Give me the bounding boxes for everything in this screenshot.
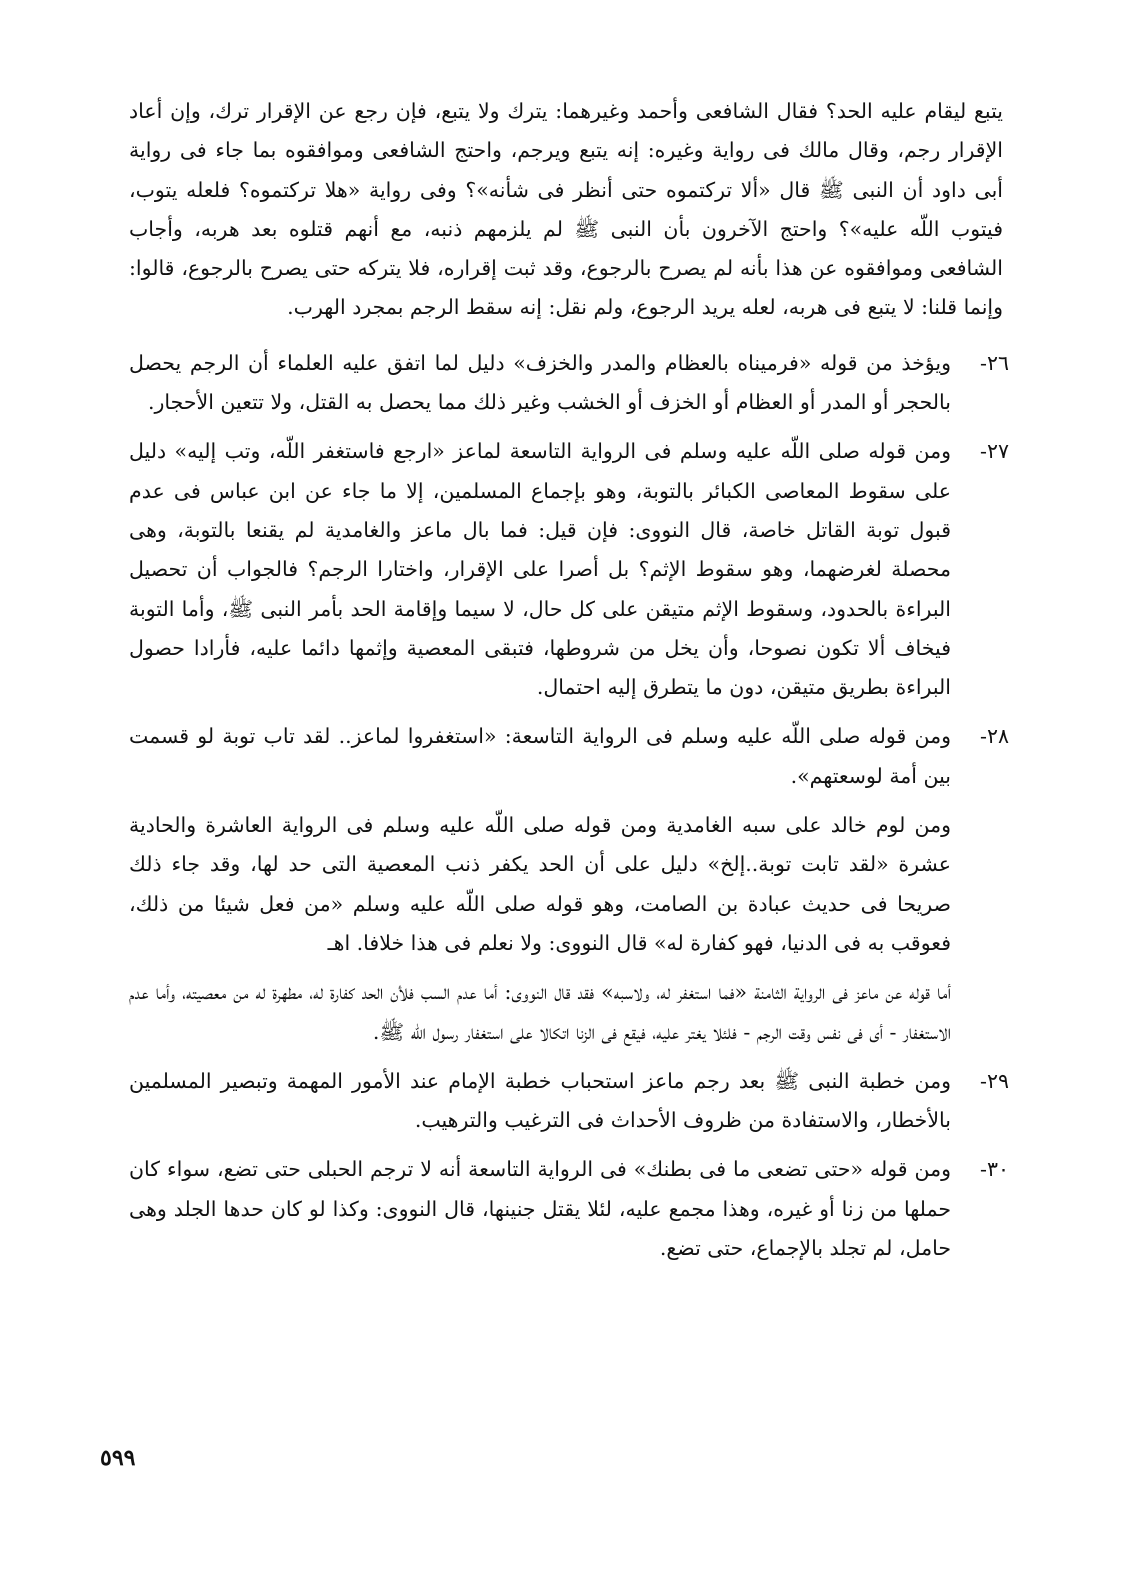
item-text: ومن قوله «حتى تضعى ما فى بطنك» فى الرواية التاسعة أنه لا ترجم الحبلى حتى تضع، سواء كان حملها من زنا أو غيره، وهذا مجمع عليه، لئلا يقتل جنينها، قال النووى: وكذا لو كان حدها الجلد وهى حامل، لم تجلد بالإجماع، حتى تضع. bbox=[129, 1157, 951, 1261]
item-number: ٣٠- bbox=[980, 1157, 1009, 1182]
numbered-item-30 bbox=[129, 1150, 1009, 1268]
indented-paragraph-expiation: ومن لوم خالد على سبه الغامدية ومن قوله صلى اللّه عليه وسلم فى الرواية العاشرة والحادية عشرة «لقد تابت توبة..إلخ» دليل على أن الحد يكفر ذنب المعصية التى حد لها، وقد جاء ذلك صريحا فى حديث عبادة بن الصامت، وهو قوله صلى اللّه عليه وسلم «من فعل شيئا من ذلك، فعوقب به فى الدنيا، فهو كفارة له» قال النووى: ولا نعلم فى هذا خلافا. اهـ bbox=[129, 813, 951, 955]
item-number: ٢٨- bbox=[980, 724, 1009, 749]
numbered-item-28 bbox=[129, 717, 1009, 796]
page-number: ٥٩٩ bbox=[100, 1445, 136, 1471]
item-number: ٢٦- bbox=[980, 350, 1009, 375]
page-body bbox=[129, 92, 1009, 1278]
numbered-item-27 bbox=[129, 432, 1009, 707]
item-number: ٢٩- bbox=[980, 1068, 1009, 1093]
item-text: ومن قوله صلى اللّه عليه وسلم فى الرواية التاسعة لماعز «ارجع فاستغفر اللّه، وتب إليه» دليل على سقوط المعاصى الكبائر بالتوبة، وهو بإجماع المسلمين، إلا ما جاء عن ابن عباس فى عدم قبول توبة القاتل خاصة، قال النووى: فإن قيل: فما بال ماعز والغامدية لم يقنعا بالتوبة، وهى محصلة لغرضهما، وهو سقوط الإثم؟ بل أصرا على الإقرار، واختارا الرجم؟ فالجواب أن تحصيل البراءة بالحدود، وسقوط الإثم متيقن على كل حال، لا سيما وإقامة الحد بأمر النبى ﷺ، وأما التوبة فيخاف ألا تكون نصوحا، وأن يخل من شروطها، فتبقى المعصية وإثمها دائما عليه، فأرادا حصول البراءة بطريق متيقن، دون ما يتطرق إليه احتمال. bbox=[129, 439, 951, 700]
item-text: ومن خطبة النبى ﷺ بعد رجم ماعز استحباب خطبة الإمام عند الأمور المهمة وتبصير المسلمين بالأخطار، والاستفادة من ظروف الأحداث فى الترغيب والترهيب. bbox=[129, 1068, 951, 1133]
item-text: ويؤخذ من قوله «فرميناه بالعظام والمدر والخزف» دليل لما اتفق عليه العلماء أن الرجم يحصل بالحجر أو المدر أو العظام أو الخزف أو الخشب وغير ذلك مما يحصل به القتل، ولا تتعين الأحجار. bbox=[129, 350, 951, 415]
numbered-item-29 bbox=[129, 1062, 1009, 1141]
indented-paragraph-maiz: أما قوله عن ماعز فى الرواية الثامنة «فما استغفر له، ولاسبه» فقد قال النووى: أما عدم السب فلأن الحد كفارة له، مطهرة له من معصيته، وأما عدم الاستغفار - أى فى نفس وقت الرجم - فلئلا يغتر عليه، فيقع فى الزنا اتكالا على استغفار رسول اللّه ﷺ. bbox=[129, 980, 951, 1044]
item-number: ٢٧- bbox=[980, 439, 1009, 464]
numbered-item-26 bbox=[129, 344, 1009, 423]
item-text: ومن قوله صلى اللّه عليه وسلم فى الرواية التاسعة: «استغفروا لماعز.. لقد تاب توبة لو قسمت بين أمة لوسعتهم». bbox=[129, 724, 951, 788]
continuation-paragraph: يتبع ليقام عليه الحد؟ فقال الشافعى وأحمد وغيرهما: يترك ولا يتبع، فإن رجع عن الإقرار ترك، وإن أعاد الإقرار رجم، وقال مالك فى رواية وغيره: إنه يتبع ويرجم، واحتج الشافعى وموافقوه بما جاء فى رواية أبى داود أن النبى ﷺ قال «ألا تركتموه حتى أنظر فى شأنه»؟ وفى رواية «هلا تركتموه؟ فلعله يتوب، فيتوب اللّه عليه»؟ واحتج الآخرون بأن النبى ﷺ لم يلزمهم ذنبه، مع أنهم قتلوه بعد هربه، وأجاب الشافعى وموافقوه عن هذا بأنه لم يصرح بالرجوع، وقد ثبت إقراره، فلا يتركه حتى يصرح بالرجوع، قالوا: وإنما قلنا: لا يتبع فى هربه، لعله يريد الرجوع، ولم نقل: إنه سقط الرجم بمجرد الهرب. bbox=[129, 99, 1003, 320]
